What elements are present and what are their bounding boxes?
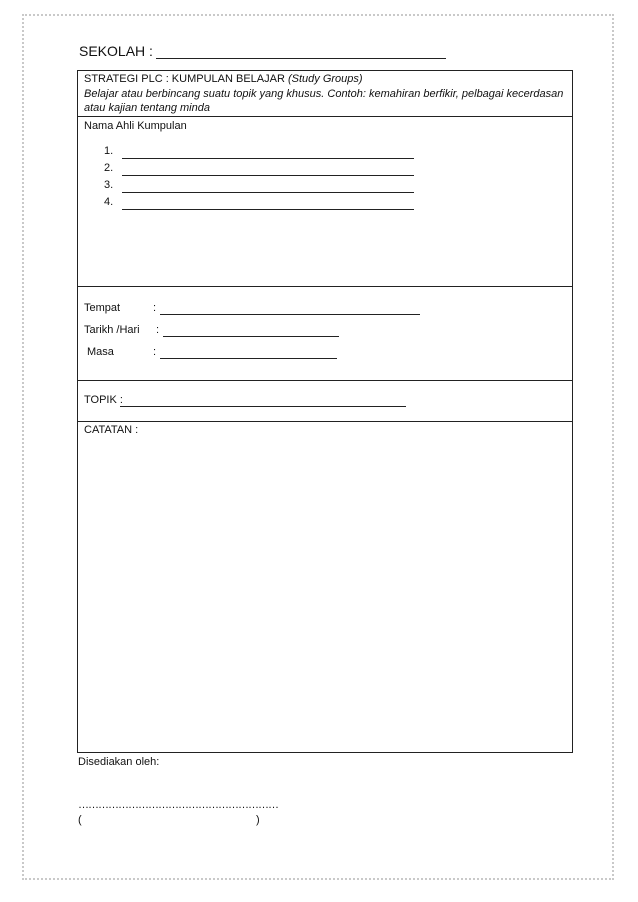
members-label: Nama Ahli Kumpulan [84, 120, 187, 132]
masa-label: Masa [87, 346, 114, 358]
tempat-label: Tempat [84, 302, 121, 314]
tarikh-label: Tarikh /Hari [84, 324, 140, 336]
member-number-3: 3. [104, 179, 114, 191]
venue-section [78, 286, 572, 381]
member-number-4: 4. [104, 196, 114, 208]
member-field-4[interactable] [122, 209, 414, 210]
strategy-header-section [78, 71, 572, 117]
tarikh-colon: : [156, 324, 160, 336]
signature-dotted-line[interactable]: …………………………………………………… [78, 799, 278, 811]
tempat-colon: : [153, 302, 157, 314]
member-number-2: 2. [104, 162, 114, 174]
sekolah-input-line[interactable] [156, 58, 446, 59]
member-field-2[interactable] [122, 175, 414, 176]
members-section [78, 116, 572, 287]
strategy-title [84, 73, 363, 85]
tempat-field[interactable] [160, 314, 420, 315]
masa-colon: : [153, 346, 157, 358]
member-field-1[interactable] [122, 158, 414, 159]
name-open-paren: ( [78, 814, 82, 826]
member-field-3[interactable] [122, 192, 414, 193]
topik-field[interactable] [120, 406, 406, 407]
strategy-title-italic: (Study Groups) [287, 73, 363, 85]
sekolah-label: SEKOLAH : [79, 43, 153, 59]
topik-label: TOPIK : [84, 394, 123, 406]
tarikh-field[interactable] [163, 336, 339, 337]
catatan-label: CATATAN : [84, 424, 139, 436]
study-group-form [77, 70, 573, 753]
strategy-title-text: STRATEGI PLC : KUMPULAN BELAJAR [84, 73, 285, 85]
notes-section[interactable] [78, 421, 572, 752]
name-close-paren: ) [256, 814, 260, 826]
strategy-description-line1: Belajar atau berbincang suatu topik yang khusus. Contoh: kemahiran berfikir, pelbagai kecerdasan [84, 88, 564, 100]
strategy-description-line2: atau kajian tentang minda [84, 102, 210, 114]
prepared-by-label: Disediakan oleh: [78, 756, 160, 768]
member-number-1: 1. [104, 145, 114, 157]
masa-field[interactable] [160, 358, 337, 359]
topic-section [78, 380, 572, 422]
